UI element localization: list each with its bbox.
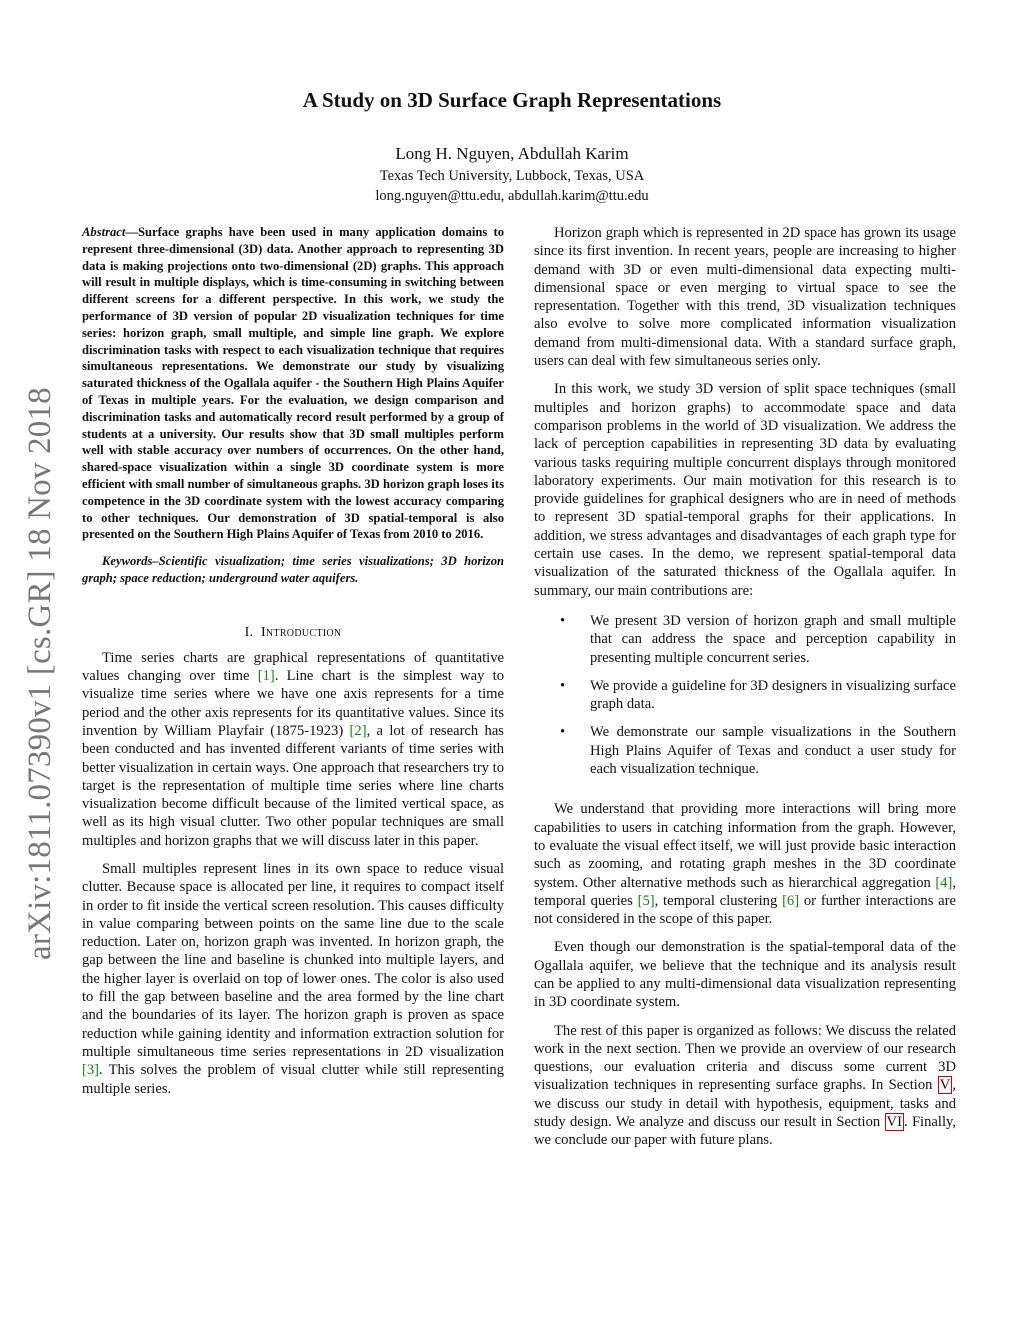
section-title: Introduction bbox=[260, 624, 342, 640]
bullet-icon: • bbox=[560, 724, 566, 741]
text-run: , we discuss our study in detail with hypothesis, equipment, tasks and study design. We analyze and discuss our result in Section bbox=[534, 1077, 956, 1131]
citation-link-2[interactable]: [2] bbox=[349, 722, 367, 739]
citation-link-3[interactable]: [3] bbox=[82, 1062, 100, 1079]
citation-link-4[interactable]: [4] bbox=[935, 874, 953, 891]
text-run: We understand that providing more interactions will bring more capabilities to users in catching information from the graph. However, to evaluate the visual effect itself, we will just provide basic interaction such as zooming, and rotating graph meshes in the 3D coordinate system. Other alternative methods such as hierarchical aggregation bbox=[534, 801, 956, 891]
paragraph-right-2: In this work, we study 3D version of split space techniques (small multiples and horizon graphs) to accommodate space and data comparison problems in the world of 3D visualization. We address the lack of perception capabilities in representing 3D data by evaluating various tasks requiring multiple concurrent displays through monitored laboratory experiments. Our main motivation for this research is to provide guidelines for graphical designers who are in need of methods to represent 3D spatial-temporal graphs for their applications. In addition, we stress advantages and disadvantages of each graph type for certain use cases. In the demo, we represent spatial-temporal data visualization of the saturated thickness of the Ogallala aquifer. In summary, our main contributions are: bbox=[534, 381, 956, 599]
text-run: , a lot of research has been conducted and has invented different variants of time series with better visualization in certain ways. One approach that researchers try to target is the representation of multiple time series where line charts visualization become difficult because of the limited vertical space, as well as its high visual clutter. Two other popular techniques are small multiples and horizon graphs that we will discuss later in this paper. bbox=[82, 722, 504, 849]
paragraph-right-4: Even though our demonstration is the spatial-temporal data of the Ogallala aquifer, we believe that the technique and its analysis result can be applied to any multi-dimensional data visualization representing in 3D coordinate system. bbox=[534, 939, 956, 1011]
section-heading-introduction bbox=[82, 625, 504, 641]
arxiv-side-stamp: arXiv:1811.07390v1 [cs.GR] 18 Nov 2018 bbox=[22, 387, 58, 960]
list-item bbox=[534, 723, 956, 778]
text-run: . Line chart is the simplest way to visualize time series where we have one axis represents for a time period and the other axis represents for its quantitative values. Since its invention by William Playfair (1875-1923) bbox=[82, 668, 504, 739]
paragraph-intro-2 bbox=[82, 860, 504, 1098]
paragraph-right-3 bbox=[534, 800, 956, 928]
list-item-text: We provide a guideline for 3D designers in visualizing surface graph data. bbox=[590, 677, 956, 713]
abstract-lead: Abstract bbox=[82, 225, 126, 239]
contributions-list bbox=[534, 612, 956, 778]
list-item bbox=[534, 677, 956, 714]
citation-link-1[interactable]: [1] bbox=[257, 668, 275, 685]
list-item-text: We present 3D version of horizon graph and small multiple that can address the space and perception capability in presenting multiple concurrent series. bbox=[590, 612, 956, 666]
abstract-text: —Surface graphs have been used in many application domains to represent three-dimensional (3D) data. Another approach to representing 3D data is making projections onto two-dimensional (2D) graphs. This approach will result in multiple displays, which is time-consuming in switching between different screens for a different perspective. In this work, we study the performance of 3D version of popular 2D visualization techniques for time series: horizon graph, small multiple, and simple line graph. We explore discrimination tasks with respect to each visualization technique that requires simultaneous representations. We demonstrate our study by visualizing saturated thickness of the Ogallala aquifer - the Southern High Plains Aquifer of Texas in multiple years. For the evaluation, we design comparison and discrimination tasks and automatically record result performed by a group of students at a university. Our results show that 3D small multiples perform well with stable accuracy over numbers of occurrences. On the other hand, shared-space visualization within a single 3D coordinate system is more efficient with small number of simultaneous graphs. 3D horizon graph loses its competence in the 3D coordinate system with the lowest accuracy comparing to other techniques. Our demonstration of 3D spatial-temporal is also presented on the Southern High Plains Aquifer of Texas from 2010 to 2016. bbox=[82, 225, 504, 542]
list-item bbox=[534, 612, 956, 667]
text-run: . This solves the problem of visual clutter while still representing multiple series. bbox=[82, 1062, 504, 1097]
author-emails: long.nguyen@ttu.edu, abdullah.karim@ttu.edu bbox=[375, 188, 649, 204]
text-run: Time series charts are graphical representations of quantitative values changing over time bbox=[82, 649, 504, 685]
text-run: or further interactions are not considered in the scope of this paper. bbox=[534, 892, 957, 928]
section-number: I. bbox=[244, 624, 254, 640]
abstract bbox=[82, 224, 504, 543]
author-names: Long H. Nguyen, Abdullah Karim bbox=[395, 144, 629, 163]
section-link-v[interactable]: V bbox=[939, 1077, 951, 1094]
text-run: The rest of this paper is organized as follows: We discuss the related work in the next section. Then we provide an overview of our research questions, our evaluation criteria and discuss some current 3D visualization techniques in representing surface graphs. In Section bbox=[534, 1022, 956, 1094]
left-column bbox=[82, 224, 504, 1108]
paragraph-intro-1 bbox=[82, 649, 504, 850]
right-column bbox=[534, 224, 956, 1160]
text-run: Small multiples represent lines in its own space to reduce visual clutter. Because space is allocated per line, it requires to compact itself in order to fit inside the vertical screen resolution. This causes difficulty in value comparing between points on the same line due to the scale reduction. Later on, horizon graph was invented. In horizon graph, the gap between the line and baseline is chunked into multiple layers, and the higher layer is overlaid on top of lower ones. The color is also used to fill the gap between baseline and the area formed by the line chart and the boundaries of its layer. The horizon graph is proven as space reduction while gaining identity and information extraction solution for multiple simultaneous time series representations in 2D visualization bbox=[82, 861, 504, 1060]
text-run: , temporal queries bbox=[534, 874, 956, 909]
bullet-icon: • bbox=[560, 612, 566, 629]
paper-title: A Study on 3D Surface Graph Representations bbox=[302, 88, 722, 112]
text-run: , temporal clustering bbox=[654, 892, 783, 909]
bullet-icon: • bbox=[560, 677, 566, 694]
citation-link-6[interactable]: [6] bbox=[782, 892, 800, 909]
paragraph-right-1: Horizon graph which is represented in 2D space has grown its usage since its first invention. In recent years, people are increasing to higher demand with 3D or even multi-dimensional data expecting multi-dimensional space or even merging to virtual space to see the representation. Together with this trend, 3D visualization techniques also evolve to solve more complicated information visualization demand from multi-dimensional data. With a standard surface graph, users can deal with few simultaneous series only. bbox=[534, 225, 956, 370]
citation-link-5[interactable]: [5] bbox=[637, 892, 655, 909]
paragraph-right-5 bbox=[534, 1022, 956, 1150]
text-run: . Finally, we conclude our paper with future plans. bbox=[534, 1114, 956, 1149]
keywords: Keywords–Scientific visualization; time series visualizations; 3D horizon graph; space reduction; underground water aquifers. bbox=[82, 554, 504, 585]
list-item-text: We demonstrate our sample visualizations in the Southern High Plains Aquifer of Texas and conduct a user study for each visualization technique. bbox=[590, 724, 956, 778]
section-link-vi[interactable]: VI bbox=[886, 1114, 902, 1131]
author-affiliation: Texas Tech University, Lubbock, Texas, USA bbox=[379, 168, 645, 184]
